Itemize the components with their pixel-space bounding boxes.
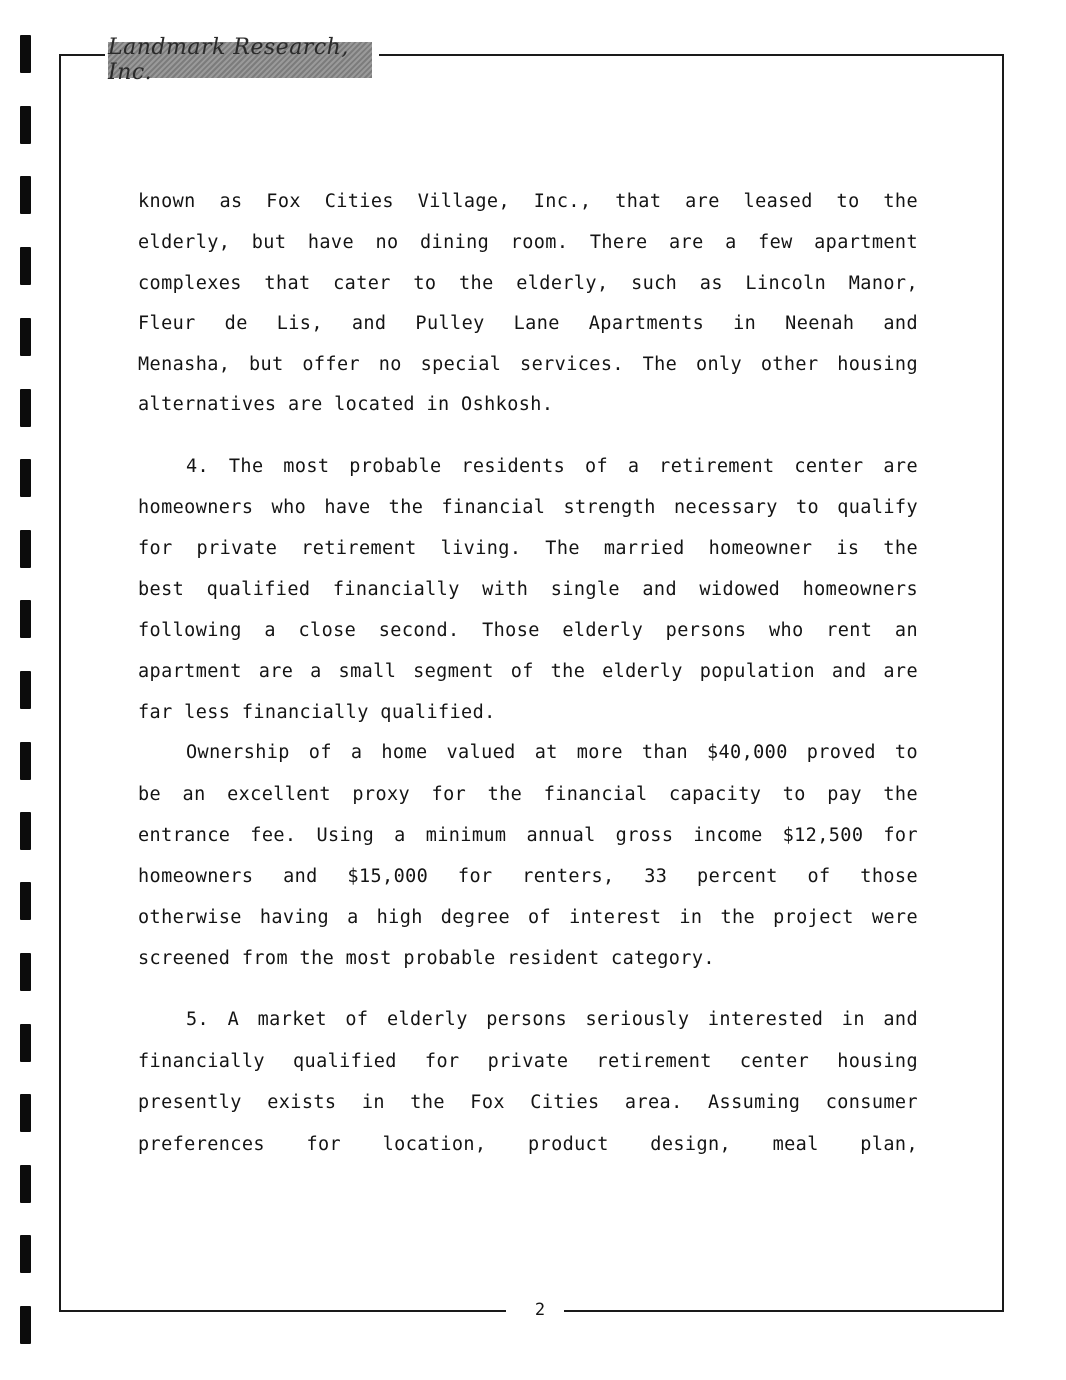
text-line: Ownership of a home valued at more than $40,000 proved to (186, 742, 918, 763)
company-logo (108, 35, 372, 85)
text-line: preferences for location, product design, meal plan, (138, 1134, 918, 1155)
text-line: homeowners and $15,000 for renters, 33 percent of those (138, 866, 918, 887)
binder-hole (20, 1024, 31, 1062)
text-line: presently exists in the Fox Cities area. Assuming consumer (138, 1092, 918, 1113)
text-line: 5. A market of elderly persons seriously interested in and (186, 1009, 918, 1030)
border-bottom-right (564, 1310, 1004, 1312)
binder-hole (20, 671, 31, 709)
text-line: 4. The most probable residents of a retirement center are (186, 456, 918, 477)
border-top-left (59, 54, 105, 56)
binder-hole (20, 459, 31, 497)
border-top-right (379, 54, 1004, 56)
binder-hole (20, 318, 31, 356)
binder-hole (20, 247, 31, 285)
text-line: far less financially qualified. (138, 702, 496, 723)
text-line: elderly, but have no dining room. There are a few apartment (138, 232, 918, 253)
text-line: for private retirement living. The married homeowner is the (138, 538, 918, 559)
text-line: otherwise having a high degree of interest in the project were (138, 907, 918, 928)
text-line: entrance fee. Using a minimum annual gross income $12,500 for (138, 825, 918, 846)
binder-hole-strip (0, 0, 50, 1380)
binder-hole (20, 812, 31, 850)
binder-hole (20, 389, 31, 427)
border-left (59, 54, 61, 1312)
page-number: 2 (534, 1300, 546, 1320)
text-line: Fleur de Lis, and Pulley Lane Apartments in Neenah and (138, 313, 918, 334)
binder-hole (20, 1306, 31, 1344)
text-line: be an excellent proxy for the financial capacity to pay the (138, 784, 918, 805)
binder-hole (20, 176, 31, 214)
text-line: alternatives are located in Oshkosh. (138, 394, 554, 415)
text-line: complexes that cater to the elderly, such as Lincoln Manor, (138, 273, 918, 294)
text-line: known as Fox Cities Village, Inc., that are leased to the (138, 191, 918, 212)
binder-hole (20, 106, 31, 144)
border-bottom-left (59, 1310, 506, 1312)
binder-hole (20, 600, 31, 638)
binder-hole (20, 742, 31, 780)
binder-hole (20, 1235, 31, 1273)
binder-hole (20, 1094, 31, 1132)
text-line: apartment are a small segment of the elderly population and are (138, 661, 918, 682)
text-line: screened from the most probable resident category. (138, 948, 715, 969)
text-line: Menasha, but offer no special services. The only other housing (138, 354, 918, 375)
text-line: homeowners who have the financial strength necessary to qualify (138, 497, 918, 518)
border-right (1002, 54, 1004, 1312)
text-line: best qualified financially with single and widowed homeowners (138, 579, 918, 600)
binder-hole (20, 953, 31, 991)
binder-hole (20, 882, 31, 920)
text-line: financially qualified for private retirement center housing (138, 1051, 918, 1072)
binder-hole (20, 1165, 31, 1203)
binder-hole (20, 530, 31, 568)
text-line: following a close second. Those elderly persons who rent an (138, 620, 918, 641)
company-logo-text: Landmark Research, Inc. (108, 35, 349, 85)
binder-hole (20, 35, 31, 73)
